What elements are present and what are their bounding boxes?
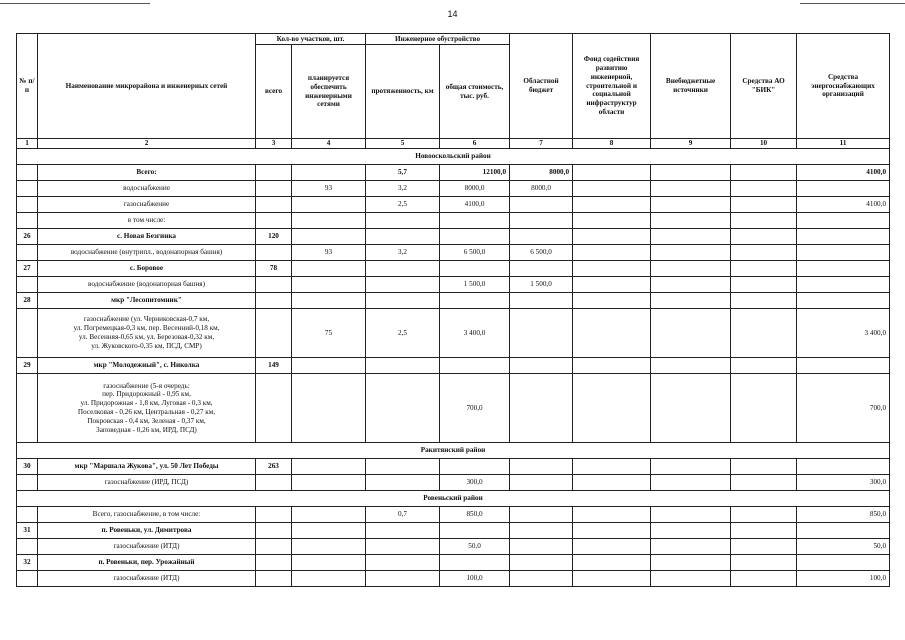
cell-regional [510,309,573,358]
cell-total [256,309,292,358]
cell-num [17,213,38,229]
cell-length [366,229,440,245]
cell-name: водоснабжение (внутрипл., водонапорная башня) [38,245,256,261]
cell-name: п. Ровеньки, ул. Димитрова [38,523,256,539]
column-index-cell: 10 [731,139,797,149]
cell-num [17,475,38,491]
cell-name: с. Новая Безгинка [38,229,256,245]
cell-energy: 100,0 [797,571,890,587]
cell-off [651,459,731,475]
header-cost: общая стоимость, тыс. руб. [440,45,510,139]
cell-bik [731,523,797,539]
cell-cost [440,229,510,245]
cell-cost [440,358,510,374]
cell-length: 2,5 [366,197,440,213]
cell-energy [797,213,890,229]
cell-cost [440,555,510,571]
table-row [17,539,890,555]
cell-planned [292,213,366,229]
cell-fund [573,165,651,181]
cell-off [651,523,731,539]
cell-cost: 300,0 [440,475,510,491]
cell-length: 2,5 [366,309,440,358]
cell-cost: 4100,0 [440,197,510,213]
top-rule-right [800,3,905,4]
cell-fund [573,229,651,245]
cell-length [366,374,440,443]
cell-name: водоснабжение (водонапорная башня) [38,277,256,293]
cell-energy: 700,0 [797,374,890,443]
cell-cost [440,459,510,475]
cell-regional [510,475,573,491]
cell-energy: 50,0 [797,539,890,555]
cell-bik [731,293,797,309]
cell-bik [731,555,797,571]
cell-num: 27 [17,261,38,277]
cell-fund [573,459,651,475]
cell-total [256,374,292,443]
header-name: Наименование микрорайона и инженерных сетей [38,34,256,139]
cell-fund [573,213,651,229]
header-planned: планируется обеспечить инженерными сетями [292,45,366,139]
cell-bik [731,261,797,277]
cell-off [651,539,731,555]
cell-length [366,555,440,571]
column-index-cell: 9 [651,139,731,149]
column-index-cell: 1 [17,139,38,149]
cell-regional [510,213,573,229]
cell-total [256,245,292,261]
table-row [17,229,890,245]
cell-total [256,165,292,181]
cell-name-text: газоснабжение (5-я очередь: пер. Придорожный - 0,95 км, ул. Придорожная - 1,8 км, Луговая - 0,3 км, Поселковая - 0,26 км, Центральная - 0,27 км, Покровская - 0,4 км, Зеленая - 0,37 км, Заповедная - 0,26 км, ИРД, ПСД) [77,381,216,434]
cell-regional [510,358,573,374]
cell-num [17,571,38,587]
cell-fund [573,571,651,587]
cell-cost [440,261,510,277]
cell-num: 28 [17,293,38,309]
region-title: Ракитянский район [17,443,890,459]
cell-planned [292,165,366,181]
cell-regional [510,459,573,475]
cell-fund [573,261,651,277]
cell-bik [731,181,797,197]
table-row [17,293,890,309]
cell-total: 149 [256,358,292,374]
cell-bik [731,309,797,358]
cell-regional: 1 500,0 [510,277,573,293]
cell-length [366,293,440,309]
cell-off [651,507,731,523]
cell-planned: 93 [292,245,366,261]
cell-fund [573,293,651,309]
column-index-row [17,139,890,149]
cell-planned [292,277,366,293]
cell-planned [292,555,366,571]
cell-cost: 1 500,0 [440,277,510,293]
cell-off [651,165,731,181]
cell-length: 5,7 [366,165,440,181]
table-row [17,277,890,293]
cell-off [651,181,731,197]
table-row [17,181,890,197]
cell-name [38,374,256,443]
cell-off [651,358,731,374]
cell-fund [573,245,651,261]
cell-regional [510,229,573,245]
cell-planned [292,459,366,475]
cell-bik [731,374,797,443]
cell-off [651,229,731,245]
cell-bik [731,539,797,555]
top-rule-left [0,3,150,4]
cell-total [256,523,292,539]
cell-planned [292,197,366,213]
table-row [17,523,890,539]
table-row [17,213,890,229]
cell-total [256,293,292,309]
cell-num: 32 [17,555,38,571]
cell-fund [573,277,651,293]
cell-length [366,459,440,475]
cell-fund [573,539,651,555]
cell-num: 26 [17,229,38,245]
cell-cost [440,293,510,309]
cell-fund [573,197,651,213]
cell-fund [573,523,651,539]
cell-regional [510,539,573,555]
cell-name-text: газоснабжение (ул. Черниковская-0,7 км, ул. Погремецкая-0,3 км, пер. Весенний-0,18 км, ул. Весенняя-0,65 км, ул. Березовая-0,32 км, ул. Жуковского-0,35 км, ПСД, СМР) [73,315,220,350]
table-row [17,165,890,181]
cell-off [651,261,731,277]
cell-regional: 8000,0 [510,181,573,197]
cell-off [651,213,731,229]
cell-planned [292,507,366,523]
table-row [17,507,890,523]
cell-energy: 3 400,0 [797,309,890,358]
region-row [17,443,890,459]
cell-energy [797,229,890,245]
cell-total [256,475,292,491]
cell-total: 263 [256,459,292,475]
infrastructure-table [16,33,890,587]
table-body [17,139,890,587]
cell-length [366,261,440,277]
region-row [17,491,890,507]
cell-planned [292,229,366,245]
cell-fund [573,374,651,443]
header-offbudget: Внебюджетные источники [651,34,731,139]
cell-cost: 3 400,0 [440,309,510,358]
cell-cost: 12100,0 [440,165,510,181]
header-fund: Фонд содействия развитию инженерной, строительной и социальной инфраструктур области [573,34,651,139]
cell-regional [510,571,573,587]
column-index-cell: 3 [256,139,292,149]
cell-total [256,197,292,213]
cell-energy [797,293,890,309]
cell-off [651,245,731,261]
cell-name: в том числе: [38,213,256,229]
cell-planned [292,358,366,374]
table-row [17,374,890,443]
cell-name: п. Ровеньки, пер. Урожайный [38,555,256,571]
cell-regional [510,523,573,539]
column-index-cell: 4 [292,139,366,149]
header-bik: Средства АО "БИК" [731,34,797,139]
cell-num [17,197,38,213]
cell-off [651,277,731,293]
cell-regional [510,261,573,277]
table-row [17,197,890,213]
cell-energy: 4100,0 [797,165,890,181]
cell-total [256,181,292,197]
cell-name [38,309,256,358]
cell-num [17,181,38,197]
cell-num: 30 [17,459,38,475]
cell-name: газоснабжение [38,197,256,213]
cell-bik [731,245,797,261]
header-group-plots: Кол-во участков, шт. [256,34,366,45]
cell-bik [731,277,797,293]
cell-length [366,539,440,555]
header-total: всего [256,45,292,139]
cell-bik [731,358,797,374]
cell-num: 31 [17,523,38,539]
cell-num [17,539,38,555]
cell-energy [797,523,890,539]
cell-regional [510,374,573,443]
cell-off [651,293,731,309]
cell-regional: 8000,0 [510,165,573,181]
cell-length [366,213,440,229]
cell-cost: 6 500,0 [440,245,510,261]
cell-name: с. Боровое [38,261,256,277]
cell-bik [731,571,797,587]
cell-planned [292,523,366,539]
cell-fund [573,181,651,197]
cell-planned [292,261,366,277]
cell-name: мкр "Лесопитомник" [38,293,256,309]
cell-energy [797,181,890,197]
cell-total: 78 [256,261,292,277]
cell-planned [292,293,366,309]
cell-cost: 100,0 [440,571,510,587]
cell-off [651,571,731,587]
table-row [17,571,890,587]
cell-num [17,374,38,443]
cell-total [256,539,292,555]
cell-cost [440,213,510,229]
cell-total [256,555,292,571]
cell-length: 3,2 [366,245,440,261]
cell-total [256,213,292,229]
cell-bik [731,507,797,523]
header-length: протяженность, км [366,45,440,139]
cell-length [366,358,440,374]
cell-name: Всего, газоснабжение, в том числе: [38,507,256,523]
cell-length [366,277,440,293]
cell-fund [573,309,651,358]
cell-bik [731,459,797,475]
cell-off [651,197,731,213]
table-row [17,245,890,261]
table-row [17,555,890,571]
cell-name: водоснабжение [38,181,256,197]
cell-regional [510,555,573,571]
cell-bik [731,229,797,245]
column-index-cell: 2 [38,139,256,149]
cell-cost: 50,0 [440,539,510,555]
column-index-cell: 5 [366,139,440,149]
cell-energy: 4100,0 [797,197,890,213]
cell-regional [510,507,573,523]
cell-off [651,374,731,443]
region-title: Новооскольский район [17,149,890,165]
cell-energy [797,277,890,293]
cell-name: газоснабжение (ИТД) [38,571,256,587]
cell-energy [797,245,890,261]
cell-energy: 300,0 [797,475,890,491]
cell-name: мкр "Маршала Жукова", ул. 50 Лет Победы [38,459,256,475]
cell-name: Всего: [38,165,256,181]
cell-energy [797,358,890,374]
cell-bik [731,475,797,491]
cell-cost [440,523,510,539]
cell-length [366,523,440,539]
cell-planned: 75 [292,309,366,358]
cell-fund [573,475,651,491]
cell-num [17,309,38,358]
cell-fund [573,507,651,523]
header-group-infra: Инженерное обустройство [366,34,510,45]
table-row [17,261,890,277]
cell-length: 0,7 [366,507,440,523]
cell-regional [510,197,573,213]
cell-regional: 6 500,0 [510,245,573,261]
region-title: Ровеньский район [17,491,890,507]
cell-off [651,555,731,571]
cell-name: мкр "Молодежный", с. Николка [38,358,256,374]
header-energy: Средства энергоснабжающих организаций [797,34,890,139]
column-index-cell: 11 [797,139,890,149]
cell-num: 29 [17,358,38,374]
cell-total [256,277,292,293]
cell-name: газоснабжение (ИРД, ПСД) [38,475,256,491]
column-index-cell: 8 [573,139,651,149]
column-index-cell: 7 [510,139,573,149]
cell-bik [731,165,797,181]
cell-energy [797,459,890,475]
cell-num [17,165,38,181]
cell-length [366,475,440,491]
cell-bik [731,197,797,213]
cell-planned [292,539,366,555]
cell-total [256,507,292,523]
table-row [17,358,890,374]
cell-fund [573,555,651,571]
cell-off [651,309,731,358]
column-index-cell: 6 [440,139,510,149]
cell-off [651,475,731,491]
header-regional: Областной бюджет [510,34,573,139]
cell-name: газоснабжение (ИТД) [38,539,256,555]
cell-bik [731,213,797,229]
cell-fund [573,358,651,374]
page-number: 14 [447,9,458,19]
table-row [17,475,890,491]
cell-planned [292,374,366,443]
cell-cost: 8000,0 [440,181,510,197]
cell-cost: 700,0 [440,374,510,443]
cell-planned: 93 [292,181,366,197]
cell-regional [510,293,573,309]
cell-planned [292,475,366,491]
header-num: № п/п [17,34,38,139]
cell-planned [292,571,366,587]
cell-num [17,507,38,523]
cell-energy [797,261,890,277]
table-row [17,309,890,358]
cell-length: 3,2 [366,181,440,197]
cell-num [17,277,38,293]
cell-total: 120 [256,229,292,245]
cell-num [17,245,38,261]
cell-energy [797,555,890,571]
cell-energy: 850,0 [797,507,890,523]
cell-cost: 850,0 [440,507,510,523]
table-row [17,459,890,475]
cell-length [366,571,440,587]
cell-total [256,571,292,587]
region-row [17,149,890,165]
